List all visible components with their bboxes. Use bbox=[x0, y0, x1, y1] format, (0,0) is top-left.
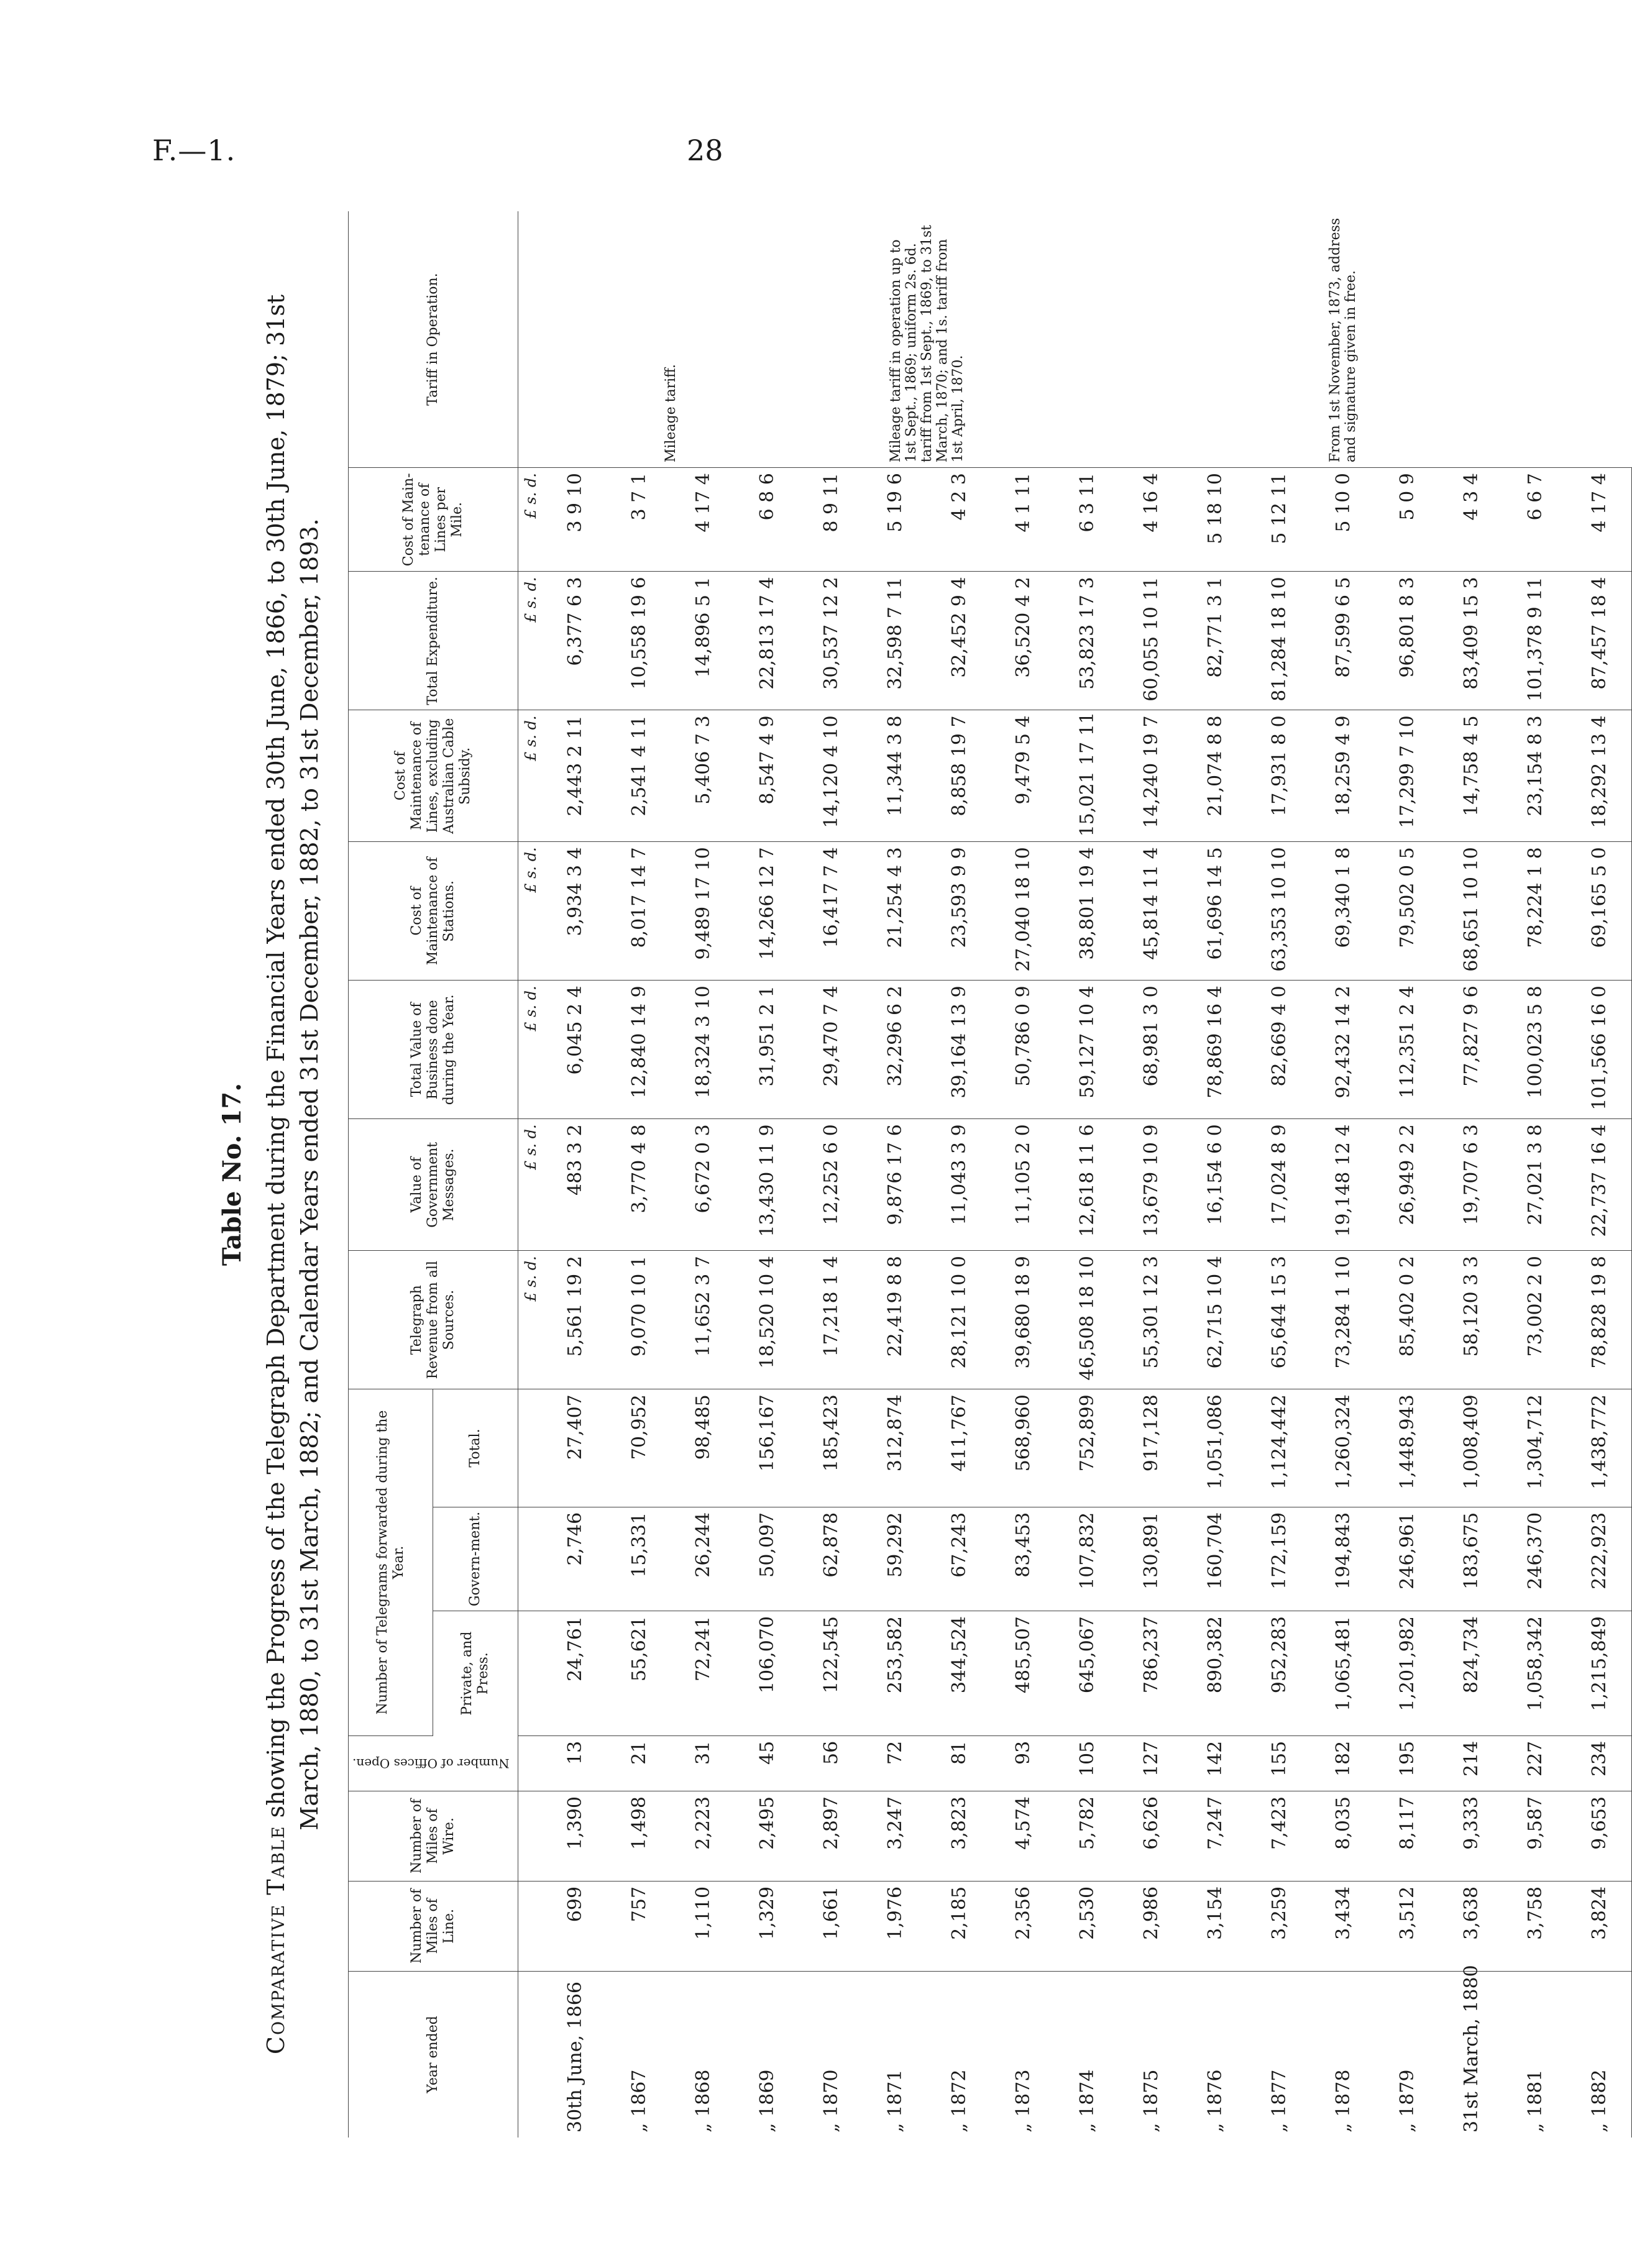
cell-private: 122,545 bbox=[799, 1611, 863, 1736]
cell-line: 3,434 bbox=[1311, 1881, 1375, 1971]
cell-wire: 9,587 bbox=[1503, 1791, 1567, 1881]
cell-total: 70,952 bbox=[607, 1389, 671, 1507]
cell-offices: 234 bbox=[1567, 1735, 1632, 1791]
cell-per-mile: 4 1 11 bbox=[991, 468, 1055, 572]
cell-govt-value: 16,154 6 0 bbox=[1183, 1119, 1247, 1251]
cell-govt: 67,243 bbox=[927, 1507, 991, 1611]
cell-line: 757 bbox=[607, 1881, 671, 1971]
table-row bbox=[1375, 211, 1439, 2138]
cell-govt-value: 11,043 3 9 bbox=[927, 1119, 991, 1251]
cell-expenditure: 32,452 9 4 bbox=[927, 572, 991, 710]
tariff-note: From 1st November, 1873, address and signature given in free. bbox=[1055, 211, 1632, 468]
col-miles-wire: Number of Miles of Wire. bbox=[349, 1791, 518, 1881]
cell-private: 890,382 bbox=[1183, 1611, 1247, 1736]
page-number: 28 bbox=[687, 134, 723, 167]
cell-offices: 93 bbox=[991, 1735, 1055, 1791]
cell-revenue: 58,120 3 3 bbox=[1439, 1251, 1503, 1389]
cell-govt: 26,244 bbox=[671, 1507, 735, 1611]
cell-year: „ 1879 bbox=[1396, 2069, 1418, 2133]
cell-lines: 14,240 19 7 bbox=[1119, 710, 1183, 842]
col-business: Total Value of Business done during the Year. bbox=[349, 981, 518, 1119]
cell-per-mile: 5 12 11 bbox=[1247, 468, 1311, 572]
cell-stations: 69,340 1 8 bbox=[1311, 842, 1375, 981]
cell-year: 31st March, 1880 bbox=[1460, 1965, 1482, 2133]
cell-stations: 8,017 14 7 bbox=[607, 842, 671, 981]
cell-wire: 6,626 bbox=[1119, 1791, 1183, 1881]
cell-year: „ 1877 bbox=[1268, 2069, 1290, 2133]
table-row bbox=[1311, 211, 1375, 2138]
col-government: Govern-ment. bbox=[433, 1507, 518, 1611]
cell-stations: 68,651 10 10 bbox=[1439, 842, 1503, 981]
unit-label: £ s. d. bbox=[518, 710, 543, 842]
cell-business: 39,164 13 9 bbox=[927, 981, 991, 1119]
cell-lines: 8,858 19 7 bbox=[927, 710, 991, 842]
col-offices-label: Number of Offices Open. bbox=[352, 1755, 510, 1771]
cell-wire: 7,423 bbox=[1247, 1791, 1311, 1881]
table-row bbox=[799, 211, 863, 2138]
cell-stations: 78,224 1 8 bbox=[1503, 842, 1567, 981]
table-caption bbox=[259, 211, 326, 2138]
unit-label: £ s. d. bbox=[518, 1119, 543, 1251]
table-row bbox=[1119, 211, 1183, 2138]
cell-stations: 9,489 17 10 bbox=[671, 842, 735, 981]
unit-label: £ s. d. bbox=[518, 468, 543, 572]
rotated-table-block bbox=[205, 211, 1610, 2138]
cell-offices: 105 bbox=[1055, 1735, 1119, 1791]
col-total: Total. bbox=[433, 1389, 518, 1507]
table-row bbox=[863, 211, 927, 2138]
cell-govt-value: 17,024 8 9 bbox=[1247, 1119, 1311, 1251]
cell-expenditure: 36,520 4 2 bbox=[991, 572, 1055, 710]
cell-year: „ 1873 bbox=[1012, 2069, 1034, 2133]
cell-line: 699 bbox=[543, 1881, 607, 1971]
cell-lines: 15,021 17 11 bbox=[1055, 710, 1119, 842]
cell-total: 1,304,712 bbox=[1503, 1389, 1567, 1507]
cell-offices: 214 bbox=[1439, 1735, 1503, 1791]
cell-expenditure: 83,409 15 3 bbox=[1439, 572, 1503, 710]
cell-lines: 23,154 8 3 bbox=[1503, 710, 1567, 842]
cell-wire: 7,247 bbox=[1183, 1791, 1247, 1881]
cell-business: 77,827 9 6 bbox=[1439, 981, 1503, 1119]
caption-text: showing the Progress of the Telegraph Department during the Financial Years ended 30th June, 1866, to 30th June, 1879; 31st March, 1880, to 31st March, 1882; and Calendar Years ended 31st December, 1882, to 31st December, 1893. bbox=[262, 294, 323, 1831]
cell-per-mile: 5 10 0 bbox=[1311, 468, 1375, 572]
cell-per-mile: 6 8 6 bbox=[735, 468, 799, 572]
cell-private: 1,201,982 bbox=[1375, 1611, 1439, 1736]
cell-line: 1,661 bbox=[799, 1881, 863, 1971]
cell-business: 29,470 7 4 bbox=[799, 981, 863, 1119]
cell-private: 824,734 bbox=[1439, 1611, 1503, 1736]
col-revenue: Telegraph Revenue from all Sources. bbox=[349, 1251, 518, 1389]
cell-offices: 127 bbox=[1119, 1735, 1183, 1791]
telegraph-progress-table bbox=[348, 211, 1632, 2138]
cell-per-mile: 4 17 4 bbox=[671, 468, 735, 572]
table-row bbox=[1183, 211, 1247, 2138]
cell-business: 50,786 0 9 bbox=[991, 981, 1055, 1119]
cell-total: 98,485 bbox=[671, 1389, 735, 1507]
cell-line: 3,154 bbox=[1183, 1881, 1247, 1971]
cell-business: 12,840 14 9 bbox=[607, 981, 671, 1119]
col-expenditure: Total Expenditure. bbox=[349, 572, 518, 710]
cell-lines: 2,443 2 11 bbox=[543, 710, 607, 842]
page-reference: F.—1. bbox=[152, 134, 236, 167]
cell-wire: 1,498 bbox=[607, 1791, 671, 1881]
cell-wire: 1,390 bbox=[543, 1791, 607, 1881]
cell-private: 1,058,342 bbox=[1503, 1611, 1567, 1736]
cell-business: 100,023 5 8 bbox=[1503, 981, 1567, 1119]
cell-govt: 2,746 bbox=[543, 1507, 607, 1611]
cell-line: 3,512 bbox=[1375, 1881, 1439, 1971]
cell-lines: 11,344 3 8 bbox=[863, 710, 927, 842]
cell-revenue: 78,828 19 8 bbox=[1567, 1251, 1632, 1389]
cell-total: 1,124,442 bbox=[1247, 1389, 1311, 1507]
cell-year: „ 1875 bbox=[1140, 2069, 1162, 2133]
cell-revenue: 17,218 1 4 bbox=[799, 1251, 863, 1389]
cell-stations: 16,417 7 4 bbox=[799, 842, 863, 981]
col-private: Private, and Press. bbox=[433, 1611, 518, 1736]
cell-total: 185,423 bbox=[799, 1389, 863, 1507]
cell-offices: 195 bbox=[1375, 1735, 1439, 1791]
cell-line: 3,638 bbox=[1439, 1881, 1503, 1971]
cell-govt: 194,843 bbox=[1311, 1507, 1375, 1611]
cell-total: 568,960 bbox=[991, 1389, 1055, 1507]
cell-stations: 23,593 9 9 bbox=[927, 842, 991, 981]
cell-lines: 14,120 4 10 bbox=[799, 710, 863, 842]
table-row bbox=[1567, 211, 1632, 2138]
cell-expenditure: 10,558 19 6 bbox=[607, 572, 671, 710]
cell-revenue: 73,002 2 0 bbox=[1503, 1251, 1567, 1389]
cell-govt: 83,453 bbox=[991, 1507, 1055, 1611]
cell-expenditure: 82,771 3 1 bbox=[1183, 572, 1247, 710]
table-row bbox=[991, 211, 1055, 2138]
cell-govt-value: 26,949 2 2 bbox=[1375, 1119, 1439, 1251]
cell-line: 1,329 bbox=[735, 1881, 799, 1971]
cell-expenditure: 6,377 6 3 bbox=[543, 572, 607, 710]
cell-govt: 222,923 bbox=[1567, 1507, 1632, 1611]
cell-govt-value: 13,679 10 9 bbox=[1119, 1119, 1183, 1251]
cell-stations: 38,801 19 4 bbox=[1055, 842, 1119, 981]
cell-revenue: 22,419 8 8 bbox=[863, 1251, 927, 1389]
cell-expenditure: 22,813 17 4 bbox=[735, 572, 799, 710]
cell-private: 253,582 bbox=[863, 1611, 927, 1736]
cell-line: 2,986 bbox=[1119, 1881, 1183, 1971]
cell-expenditure: 14,896 5 1 bbox=[671, 572, 735, 710]
cell-offices: 81 bbox=[927, 1735, 991, 1791]
cell-year: „ 1867 bbox=[628, 2069, 650, 2133]
cell-govt: 107,832 bbox=[1055, 1507, 1119, 1611]
unit-label: £ s. d. bbox=[518, 572, 543, 710]
cell-expenditure: 53,823 17 3 bbox=[1055, 572, 1119, 710]
cell-private: 1,065,481 bbox=[1311, 1611, 1375, 1736]
cell-lines: 8,547 4 9 bbox=[735, 710, 799, 842]
cell-line: 2,185 bbox=[927, 1881, 991, 1971]
cell-govt: 62,878 bbox=[799, 1507, 863, 1611]
cell-business: 78,869 16 4 bbox=[1183, 981, 1247, 1119]
cell-year: „ 1878 bbox=[1332, 2069, 1354, 2133]
cell-stations: 27,040 18 10 bbox=[991, 842, 1055, 981]
cell-line: 3,758 bbox=[1503, 1881, 1567, 1971]
cell-revenue: 9,070 10 1 bbox=[607, 1251, 671, 1389]
cell-year: 30th June, 1866 bbox=[564, 1982, 586, 2133]
table-row bbox=[671, 211, 735, 2138]
cell-private: 786,237 bbox=[1119, 1611, 1183, 1736]
cell-business: 31,951 2 1 bbox=[735, 981, 799, 1119]
cell-revenue: 11,652 3 7 bbox=[671, 1251, 735, 1389]
cell-private: 344,524 bbox=[927, 1611, 991, 1736]
cell-total: 411,767 bbox=[927, 1389, 991, 1507]
cell-total: 1,448,943 bbox=[1375, 1389, 1439, 1507]
cell-offices: 21 bbox=[607, 1735, 671, 1791]
cell-business: 82,669 4 0 bbox=[1247, 981, 1311, 1119]
table-row bbox=[1247, 211, 1311, 2138]
cell-govt: 59,292 bbox=[863, 1507, 927, 1611]
cell-stations: 3,934 3 4 bbox=[543, 842, 607, 981]
cell-stations: 79,502 0 5 bbox=[1375, 842, 1439, 981]
cell-total: 1,051,086 bbox=[1183, 1389, 1247, 1507]
cell-expenditure: 101,378 9 11 bbox=[1503, 572, 1567, 710]
table-row bbox=[927, 211, 991, 2138]
cell-lines: 5,406 7 3 bbox=[671, 710, 735, 842]
table-row bbox=[1503, 211, 1567, 2138]
units-row bbox=[518, 211, 543, 2138]
cell-offices: 56 bbox=[799, 1735, 863, 1791]
cell-year: „ 1870 bbox=[820, 2069, 842, 2133]
cell-expenditure: 87,599 6 5 bbox=[1311, 572, 1375, 710]
cell-expenditure: 81,284 18 10 bbox=[1247, 572, 1311, 710]
col-per-mile: Cost of Main-tenance of Lines per Mile. bbox=[349, 468, 518, 572]
cell-govt: 15,331 bbox=[607, 1507, 671, 1611]
cell-govt-value: 13,430 11 9 bbox=[735, 1119, 799, 1251]
cell-per-mile: 6 6 7 bbox=[1503, 468, 1567, 572]
cell-offices: 13 bbox=[543, 1735, 607, 1791]
cell-total: 917,128 bbox=[1119, 1389, 1183, 1507]
cell-per-mile: 4 3 4 bbox=[1439, 468, 1503, 572]
cell-private: 72,241 bbox=[671, 1611, 735, 1736]
cell-revenue: 73,284 1 10 bbox=[1311, 1251, 1375, 1389]
cell-per-mile: 5 0 9 bbox=[1375, 468, 1439, 572]
cell-wire: 5,782 bbox=[1055, 1791, 1119, 1881]
cell-expenditure: 87,457 18 4 bbox=[1567, 572, 1632, 710]
cell-govt: 246,961 bbox=[1375, 1507, 1439, 1611]
cell-year: „ 1868 bbox=[692, 2069, 714, 2133]
cell-offices: 142 bbox=[1183, 1735, 1247, 1791]
cell-govt-value: 483 3 2 bbox=[543, 1119, 607, 1251]
cell-govt: 246,370 bbox=[1503, 1507, 1567, 1611]
cell-expenditure: 30,537 12 2 bbox=[799, 572, 863, 710]
cell-line: 3,824 bbox=[1567, 1881, 1632, 1971]
cell-govt: 160,704 bbox=[1183, 1507, 1247, 1611]
cell-offices: 182 bbox=[1311, 1735, 1375, 1791]
cell-stations: 61,696 14 5 bbox=[1183, 842, 1247, 981]
cell-per-mile: 4 2 3 bbox=[927, 468, 991, 572]
cell-offices: 31 bbox=[671, 1735, 735, 1791]
table-row bbox=[1055, 211, 1119, 2138]
cell-private: 485,507 bbox=[991, 1611, 1055, 1736]
cell-revenue: 85,402 0 2 bbox=[1375, 1251, 1439, 1389]
cell-wire: 3,247 bbox=[863, 1791, 927, 1881]
table-row bbox=[735, 211, 799, 2138]
cell-per-mile: 4 17 4 bbox=[1567, 468, 1632, 572]
cell-total: 752,899 bbox=[1055, 1389, 1119, 1507]
cell-private: 24,761 bbox=[543, 1611, 607, 1736]
cell-lines: 9,479 5 4 bbox=[991, 710, 1055, 842]
cell-govt: 172,159 bbox=[1247, 1507, 1311, 1611]
unit-label: £ s. d. bbox=[518, 1251, 543, 1389]
cell-revenue: 39,680 18 9 bbox=[991, 1251, 1055, 1389]
cell-total: 312,874 bbox=[863, 1389, 927, 1507]
cell-govt-value: 11,105 2 0 bbox=[991, 1119, 1055, 1251]
cell-revenue: 46,508 18 10 bbox=[1055, 1251, 1119, 1389]
cell-govt-value: 27,021 3 8 bbox=[1503, 1119, 1567, 1251]
cell-govt-value: 22,737 16 4 bbox=[1567, 1119, 1632, 1251]
cell-expenditure: 32,598 7 11 bbox=[863, 572, 927, 710]
cell-year: „ 1871 bbox=[884, 2069, 906, 2133]
cell-total: 1,008,409 bbox=[1439, 1389, 1503, 1507]
cell-business: 59,127 10 4 bbox=[1055, 981, 1119, 1119]
cell-revenue: 62,715 10 4 bbox=[1183, 1251, 1247, 1389]
cell-private: 1,215,849 bbox=[1567, 1611, 1632, 1736]
cell-expenditure: 60,055 10 11 bbox=[1119, 572, 1183, 710]
table-row bbox=[543, 211, 607, 2138]
col-offices bbox=[349, 1735, 518, 1791]
cell-stations: 21,254 4 3 bbox=[863, 842, 927, 981]
cell-lines: 18,259 4 9 bbox=[1311, 710, 1375, 842]
cell-wire: 4,574 bbox=[991, 1791, 1055, 1881]
table-heading bbox=[205, 211, 326, 2138]
cell-wire: 2,495 bbox=[735, 1791, 799, 1881]
cell-private: 952,283 bbox=[1247, 1611, 1311, 1736]
table-number: Table No. 17. bbox=[218, 1082, 247, 1266]
cell-per-mile: 4 16 4 bbox=[1119, 468, 1183, 572]
table-row bbox=[607, 211, 671, 2138]
cell-per-mile: 6 3 11 bbox=[1055, 468, 1119, 572]
cell-per-mile: 5 18 10 bbox=[1183, 468, 1247, 572]
cell-per-mile: 3 9 10 bbox=[543, 468, 607, 572]
cell-total: 1,438,772 bbox=[1567, 1389, 1632, 1507]
cell-per-mile: 5 19 6 bbox=[863, 468, 927, 572]
cell-wire: 2,223 bbox=[671, 1791, 735, 1881]
cell-wire: 8,117 bbox=[1375, 1791, 1439, 1881]
cell-business: 6,045 2 4 bbox=[543, 981, 607, 1119]
cell-revenue: 55,301 12 3 bbox=[1119, 1251, 1183, 1389]
cell-revenue: 65,644 15 3 bbox=[1247, 1251, 1311, 1389]
cell-business: 68,981 3 0 bbox=[1119, 981, 1183, 1119]
table-row bbox=[1439, 211, 1503, 2138]
cell-per-mile: 8 9 11 bbox=[799, 468, 863, 572]
cell-stations: 14,266 12 7 bbox=[735, 842, 799, 981]
cell-total: 27,407 bbox=[543, 1389, 607, 1507]
cell-total: 1,260,324 bbox=[1311, 1389, 1375, 1507]
cell-govt: 50,097 bbox=[735, 1507, 799, 1611]
cell-govt: 130,891 bbox=[1119, 1507, 1183, 1611]
cell-stations: 45,814 11 4 bbox=[1119, 842, 1183, 981]
cell-wire: 2,897 bbox=[799, 1791, 863, 1881]
col-telegrams-group: Number of Telegrams forwarded during the Year. bbox=[349, 1389, 433, 1736]
cell-line: 3,259 bbox=[1247, 1881, 1311, 1971]
cell-line: 1,976 bbox=[863, 1881, 927, 1971]
cell-offices: 45 bbox=[735, 1735, 799, 1791]
cell-offices: 227 bbox=[1503, 1735, 1567, 1791]
cell-year: „ 1874 bbox=[1076, 2069, 1098, 2133]
cell-year: „ 1876 bbox=[1204, 2069, 1226, 2133]
cell-stations: 63,353 10 10 bbox=[1247, 842, 1311, 981]
cell-line: 2,356 bbox=[991, 1881, 1055, 1971]
unit-label: £ s. d. bbox=[518, 842, 543, 981]
cell-govt: 183,675 bbox=[1439, 1507, 1503, 1611]
cell-lines: 17,299 7 10 bbox=[1375, 710, 1439, 842]
cell-offices: 155 bbox=[1247, 1735, 1311, 1791]
cell-stations: 69,165 5 0 bbox=[1567, 842, 1632, 981]
cell-business: 101,566 16 0 bbox=[1567, 981, 1632, 1119]
table-body bbox=[518, 211, 1631, 2138]
cell-total: 156,167 bbox=[735, 1389, 799, 1507]
caption-lead: Comparative Table bbox=[262, 1825, 290, 2055]
cell-revenue: 28,121 10 0 bbox=[927, 1251, 991, 1389]
col-miles-line: Number of Miles of Line. bbox=[349, 1881, 518, 1971]
cell-revenue: 5,561 19 2 bbox=[543, 1251, 607, 1389]
col-tariff: Tariff in Operation. bbox=[349, 211, 518, 468]
tariff-note: Mileage tariff in operation up to 1st Sept., 1869; uniform 2s. 6d. tariff from 1st Sept., 1869, to 31st March, 1870; and 1s. tariff from 1st April, 1870. bbox=[799, 211, 1055, 468]
cell-private: 55,621 bbox=[607, 1611, 671, 1736]
cell-year: „ 1882 bbox=[1567, 1971, 1632, 2138]
header-row-1 bbox=[349, 211, 433, 2138]
cell-revenue: 18,520 10 4 bbox=[735, 1251, 799, 1389]
cell-line: 2,530 bbox=[1055, 1881, 1119, 1971]
cell-govt-value: 9,876 17 6 bbox=[863, 1119, 927, 1251]
cell-year: „ 1869 bbox=[756, 2069, 778, 2133]
cell-govt-value: 6,672 0 3 bbox=[671, 1119, 735, 1251]
col-govt-messages: Value of Government Messages. bbox=[349, 1119, 518, 1251]
cell-line: 1,110 bbox=[671, 1881, 735, 1971]
cell-govt-value: 12,252 6 0 bbox=[799, 1119, 863, 1251]
cell-lines: 14,758 4 5 bbox=[1439, 710, 1503, 842]
unit-label: £ s. d. bbox=[518, 981, 543, 1119]
cell-govt-value: 12,618 11 6 bbox=[1055, 1119, 1119, 1251]
cell-wire: 8,035 bbox=[1311, 1791, 1375, 1881]
cell-wire: 9,333 bbox=[1439, 1791, 1503, 1881]
cell-lines: 21,074 8 8 bbox=[1183, 710, 1247, 842]
cell-year: „ 1872 bbox=[948, 2069, 970, 2133]
cell-lines: 2,541 4 11 bbox=[607, 710, 671, 842]
cell-wire: 3,823 bbox=[927, 1791, 991, 1881]
cell-business: 92,432 14 2 bbox=[1311, 981, 1375, 1119]
cell-private: 645,067 bbox=[1055, 1611, 1119, 1736]
col-lines: Cost of Maintenance of Lines, excluding Australian Cable Subsidy. bbox=[349, 710, 518, 842]
cell-private: 106,070 bbox=[735, 1611, 799, 1736]
col-year: Year ended bbox=[349, 1971, 518, 2138]
cell-lines: 18,292 13 4 bbox=[1567, 710, 1632, 842]
cell-year: „ 1881 bbox=[1524, 2069, 1546, 2133]
cell-govt-value: 3,770 4 8 bbox=[607, 1119, 671, 1251]
cell-business: 112,351 2 4 bbox=[1375, 981, 1439, 1119]
cell-per-mile: 3 7 1 bbox=[607, 468, 671, 572]
cell-wire: 9,653 bbox=[1567, 1791, 1632, 1881]
col-stations: Cost of Maintenance of Stations. bbox=[349, 842, 518, 981]
cell-business: 32,296 6 2 bbox=[863, 981, 927, 1119]
tariff-note: Mileage tariff. bbox=[543, 211, 799, 468]
cell-offices: 72 bbox=[863, 1735, 927, 1791]
cell-govt-value: 19,148 12 4 bbox=[1311, 1119, 1375, 1251]
cell-govt-value: 19,707 6 3 bbox=[1439, 1119, 1503, 1251]
cell-lines: 17,931 8 0 bbox=[1247, 710, 1311, 842]
cell-business: 18,324 3 10 bbox=[671, 981, 735, 1119]
cell-expenditure: 96,801 8 3 bbox=[1375, 572, 1439, 710]
